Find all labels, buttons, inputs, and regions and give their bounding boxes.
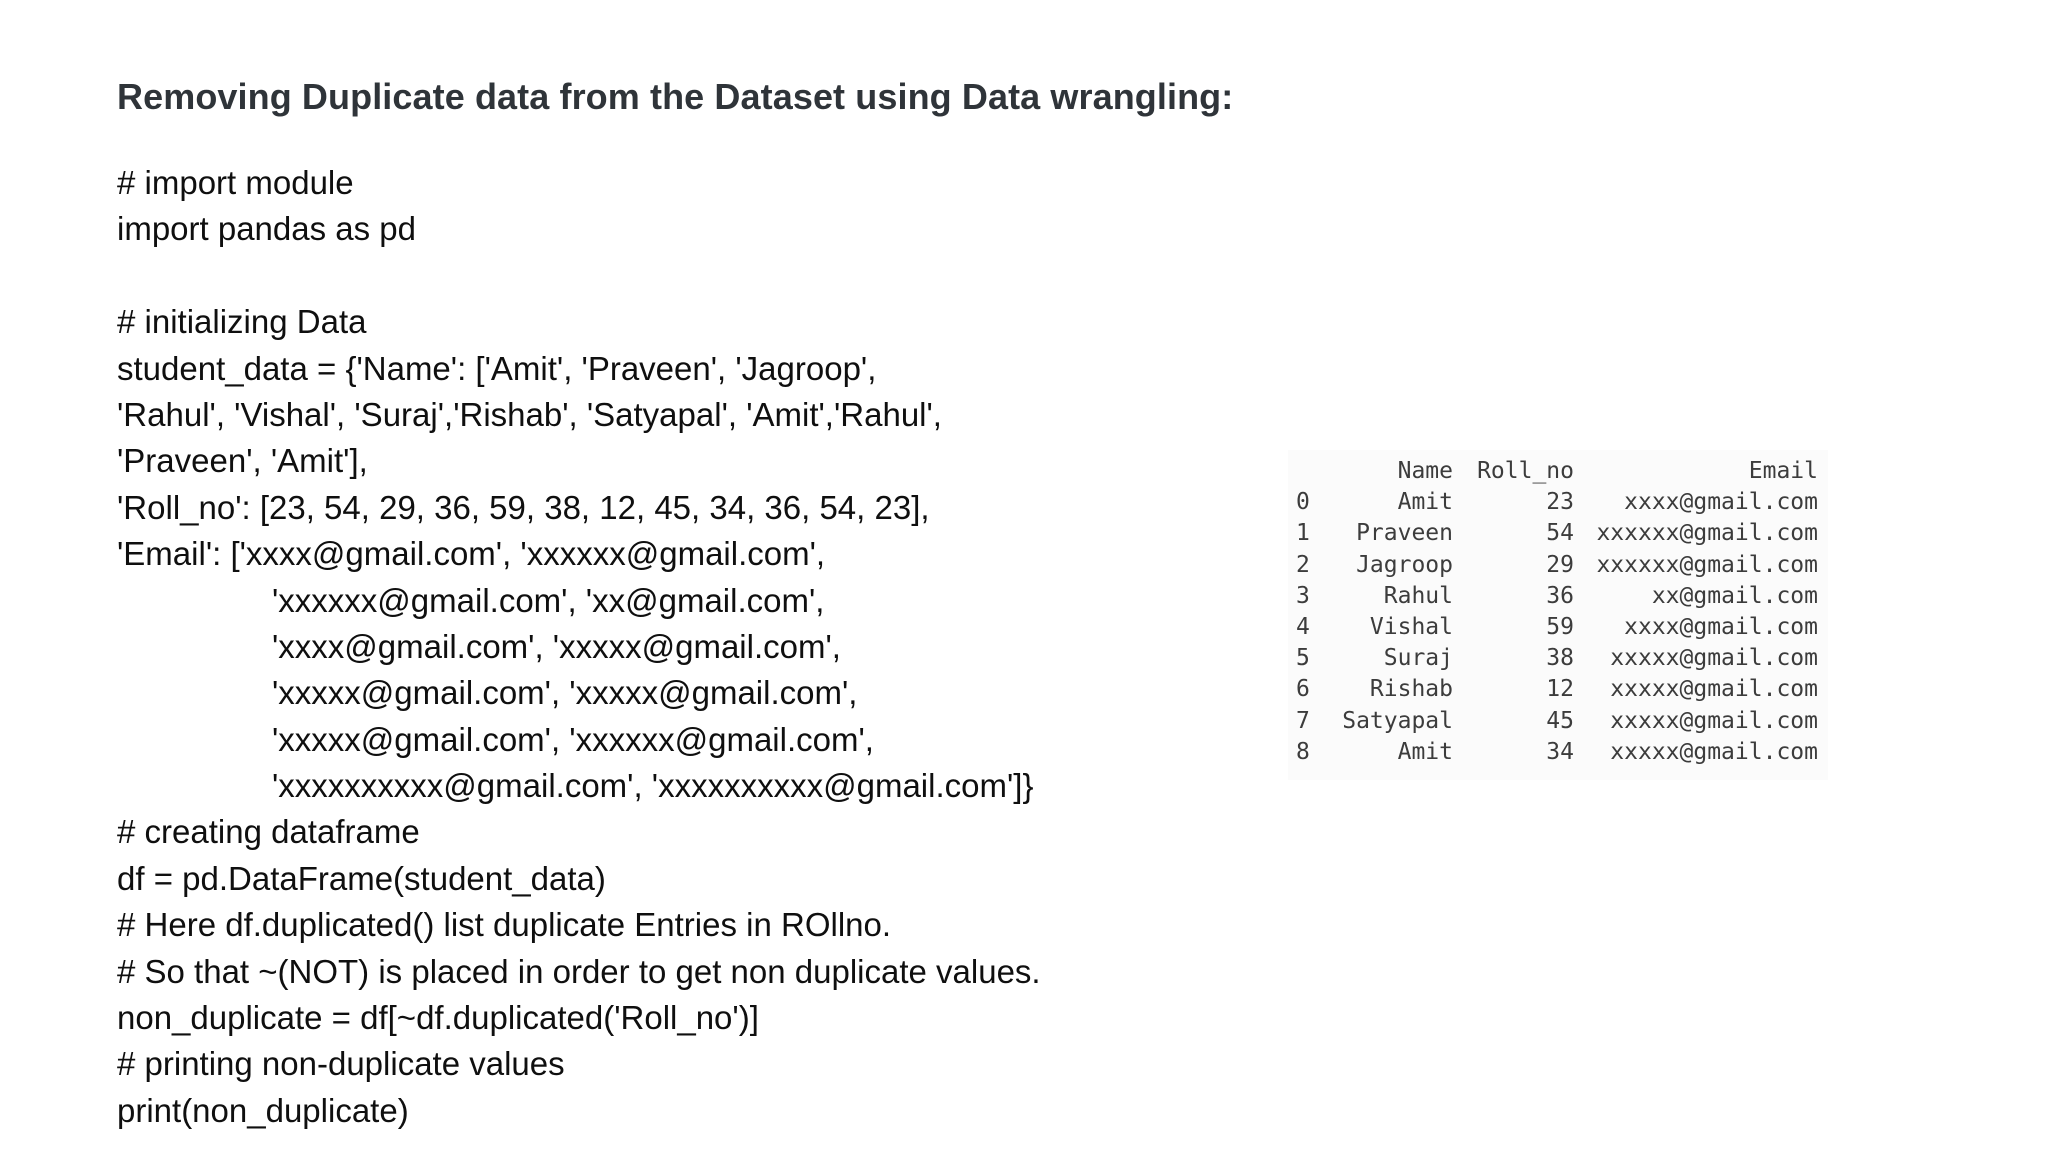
output-cell-email: xxxxx@gmail.com [1610,738,1818,765]
code-line: 'xxxx@gmail.com', 'xxxxx@gmail.com', [272,627,841,665]
output-cell-email: xxxxxx@gmail.com [1596,520,1818,547]
output-cell-name: Suraj [1383,645,1453,672]
code-block [117,160,1041,1134]
output-table-row [1296,643,1818,674]
slide-title: Removing Duplicate data from the Dataset using Data wrangling: [117,76,1234,117]
code-line: non_duplicate = df[~df.duplicated('Roll_no')] [117,999,759,1037]
output-cell-email: xxxxx@gmail.com [1610,645,1818,672]
output-cell-email: xxxxx@gmail.com [1610,676,1818,703]
output-cell-email: xx@gmail.com [1651,582,1818,609]
output-cell-email: xxxx@gmail.com [1624,614,1818,641]
code-line: 'Email': ['xxxx@gmail.com', 'xxxxxx@gmail.com', [117,535,826,573]
output-header-name: Name [1397,458,1453,484]
output-table-row [1296,581,1818,612]
output-cell-name: Praveen [1356,520,1453,547]
code-line: 'xxxxx@gmail.com', 'xxxxx@gmail.com', [272,674,858,712]
output-cell-name: Vishal [1369,614,1453,641]
output-cell-name: Satyapal [1342,707,1453,734]
output-table [1296,456,1818,768]
code-line: 'xxxxxx@gmail.com', 'xx@gmail.com', [272,581,825,619]
output-cell-name: Rahul [1383,582,1453,609]
output-row-index: 6 [1296,676,1310,703]
output-header-row [1296,456,1818,487]
output-cell-email: xxxxxx@gmail.com [1596,551,1818,578]
code-line: 'Roll_no': [23, 54, 29, 36, 59, 38, 12, 45, 34, 36, 54, 23], [117,488,930,526]
code-line: # initializing Data [117,303,367,341]
output-cell-roll-no: 29 [1546,551,1574,578]
output-row-index: 2 [1296,551,1310,578]
output-cell-roll-no: 12 [1546,676,1574,703]
code-line: # printing non-duplicate values [117,1045,565,1083]
output-cell-roll-no: 45 [1546,707,1574,734]
code-line: # Here df.duplicated() list duplicate Entries in ROllno. [117,906,892,944]
output-cell-roll-no: 59 [1546,614,1574,641]
output-cell-roll-no: 23 [1546,489,1574,516]
output-header-roll-no: Roll_no [1477,458,1574,484]
output-cell-email: xxxx@gmail.com [1624,489,1818,516]
code-line: # import module [117,164,354,201]
output-row-index: 0 [1296,489,1310,516]
output-table-row [1296,612,1818,643]
output-table-row [1296,674,1818,705]
code-line: 'xxxxx@gmail.com', 'xxxxxx@gmail.com', [272,720,874,758]
output-table-body [1296,487,1818,768]
code-line: 'Praveen', 'Amit'], [117,442,368,480]
code-line: # So that ~(NOT) is placed in order to get non duplicate values. [117,952,1041,990]
code-line: 'xxxxxxxxxx@gmail.com', 'xxxxxxxxxx@gmail.com']} [272,767,1034,805]
output-header-email: Email [1748,458,1818,484]
output-table-row [1296,550,1818,581]
output-row-index: 5 [1296,645,1310,672]
code-line: df = pd.DataFrame(student_data) [117,859,606,897]
output-row-index: 4 [1296,614,1310,641]
code-line: print(non_duplicate) [117,1091,409,1129]
output-cell-name: Amit [1397,489,1453,516]
output-table-row [1296,518,1818,549]
output-row-index: 3 [1296,582,1310,609]
output-row-index: 7 [1296,707,1310,734]
code-line: student_data = {'Name': ['Amit', 'Praveen', 'Jagroop', [117,349,877,387]
code-line: import pandas as pd [117,210,417,248]
output-cell-roll-no: 34 [1546,738,1574,765]
output-table-row [1296,706,1818,737]
output-row-index: 1 [1296,520,1310,547]
output-cell-roll-no: 36 [1546,582,1574,609]
code-line: 'Rahul', 'Vishal', 'Suraj','Rishab', 'Satyapal', 'Amit','Rahul', [117,395,942,433]
output-cell-name: Rishab [1369,676,1453,703]
output-screenshot [1288,450,1828,780]
output-table-row [1296,737,1818,768]
output-table-row [1296,487,1818,518]
output-cell-roll-no: 54 [1546,520,1574,547]
output-cell-name: Amit [1397,738,1453,765]
output-row-index: 8 [1296,738,1310,765]
code-line: # creating dataframe [117,813,420,851]
code-blank-line [117,253,1041,299]
output-header-index [1296,456,1330,487]
output-cell-roll-no: 38 [1546,645,1574,672]
output-cell-name: Jagroop [1356,551,1453,578]
output-cell-email: xxxxx@gmail.com [1610,707,1818,734]
